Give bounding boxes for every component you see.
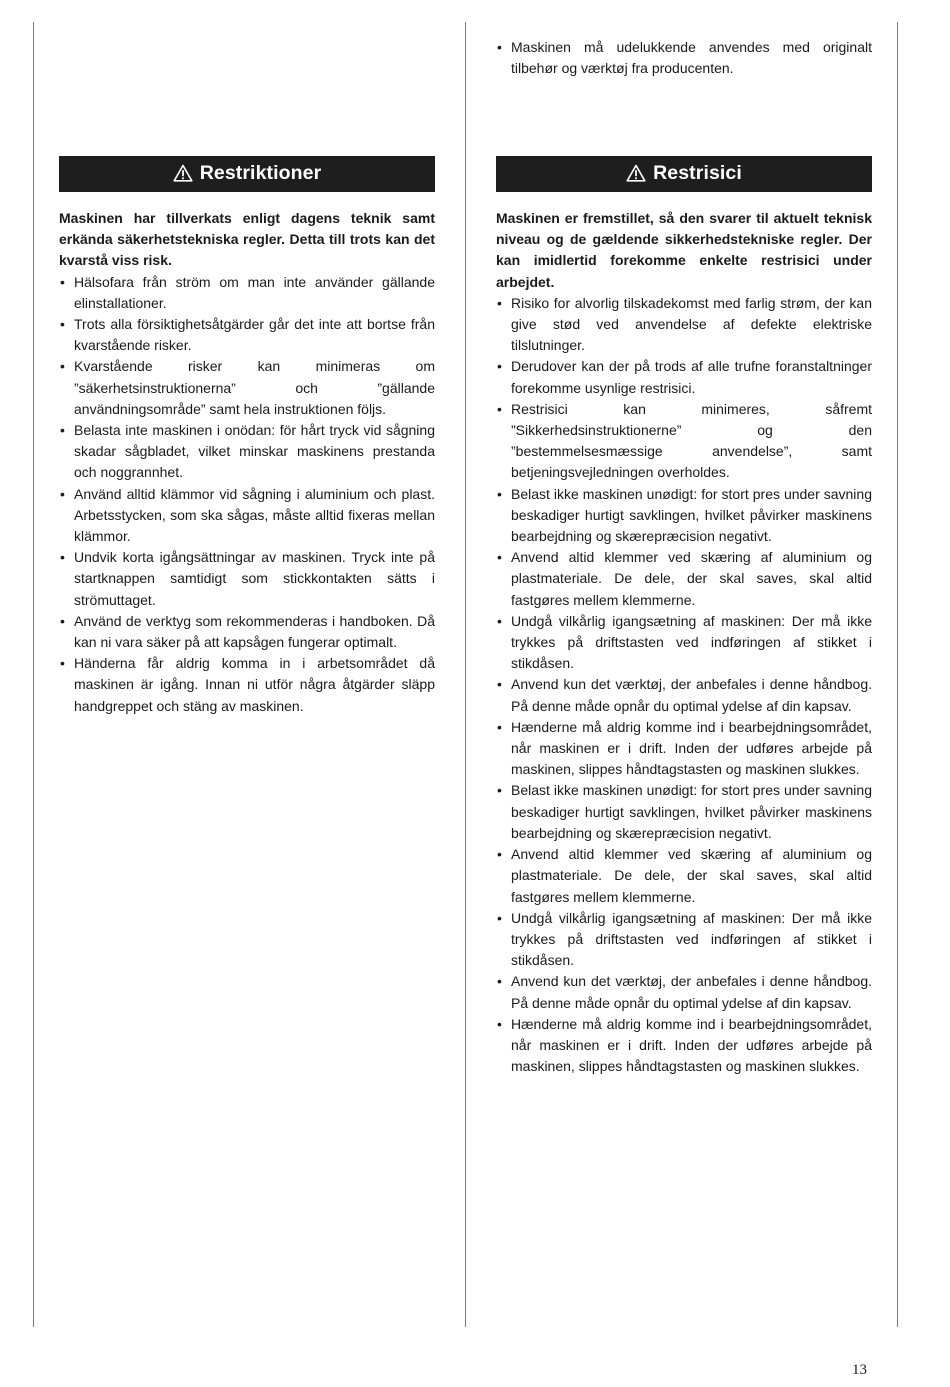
section-intro: Maskinen er fremstillet, så den svarer til aktuelt teknisk niveau og de gældende sikkerhedstekniske regler. Der kan imidlertid forekomme enkelte restrisici under arbejdet.	[496, 210, 872, 290]
section-title: Restrisici	[653, 162, 742, 185]
list-item: • Undvik korta igångsättningar av maskinen. Tryck inte på startknappen samtidigt som stickkontakten sätts i strömuttaget.	[59, 547, 435, 611]
list-item: • Belast ikke maskinen unødigt: for stort pres under savning beskadiger hurtigt savklingen, hvilket påvirker maskinens bearbejdning og skærepræcision negativt.	[496, 484, 872, 548]
list-item: • Använd de verktyg som rekommenderas i handboken. Då kan ni vara säker på att kapsågen fungerar optimalt.	[59, 611, 435, 653]
bullet-list	[59, 272, 435, 717]
list-item: • Anvend kun det værktøj, der anbefales i denne håndbog. På denne måde opnår du optimal ydelse af din kapsav.	[496, 971, 872, 1013]
list-item: • Restrisici kan minimeres, såfremt ”Sikkerhedsinstruktionerne” og den ”bestemmelsesmæssige anvendelse”, samt betjeningsvejledningen overholdes.	[496, 399, 872, 484]
margin-rule-left	[33, 22, 34, 1327]
page-number: 13	[852, 1362, 867, 1378]
section-restrisici	[496, 156, 872, 1077]
warning-triangle-icon	[626, 164, 646, 182]
list-item: • Belasta inte maskinen i onödan: för hårt tryck vid sågning skadar sågbladet, vilket minskar maskinens prestanda och noggrannhet.	[59, 420, 435, 484]
list-item: • Anvend altid klemmer ved skæring af aluminium og plastmateriale. De dele, der skal saves, skal altid fastgøres mellem klemmerne.	[496, 844, 872, 908]
list-item: • Risiko for alvorlig tilskadekomst med farlig strøm, der kan give stød ved anvendelse af defekte elektriske tilslutninger.	[496, 293, 872, 357]
top-right-bullet-list	[496, 37, 872, 79]
section-title: Restriktioner	[199, 162, 322, 185]
section-header	[496, 156, 872, 192]
list-item: • Hænderne må aldrig komme ind i bearbejdningsområdet, når maskinen er i drift. Inden der udføres arbejde på maskinen, slippes håndtagstasten og maskinen slukkes.	[496, 717, 872, 781]
list-item: • Maskinen må udelukkende anvendes med originalt tilbehør og værktøj fra producenten.	[496, 37, 872, 79]
list-item: • Anvend altid klemmer ved skæring af aluminium og plastmateriale. De dele, der skal saves, skal altid fastgøres mellem klemmerne.	[496, 547, 872, 611]
list-item: • Trots alla försiktighetsåtgärder går det inte att bortse från kvarstående risker.	[59, 314, 435, 356]
list-item: • Undgå vilkårlig igangsætning af maskinen: Der må ikke trykkes på driftstasten ved indføringen af stikket i stikdåsen.	[496, 908, 872, 972]
list-item: • Använd alltid klämmor vid sågning i aluminium och plast. Arbetsstycken, som ska sågas, måste alltid fixeras mellan klämmor.	[59, 484, 435, 548]
list-item: • Hälsofara från ström om man inte använder gällande elinstallationer.	[59, 272, 435, 314]
warning-triangle-icon	[173, 164, 193, 182]
list-item: • Derudover kan der på trods af alle trufne foranstaltninger forekomme usynlige restrisici.	[496, 356, 872, 398]
list-item: • Anvend kun det værktøj, der anbefales i denne håndbog. På denne måde opnår du optimal ydelse af din kapsav.	[496, 674, 872, 716]
list-item: • Hænderne må aldrig komme ind i bearbejdningsområdet, når maskinen er i drift. Inden der udføres arbejde på maskinen, slippes håndtagstasten og maskinen slukkes.	[496, 1014, 872, 1078]
top-right-continuation	[496, 37, 872, 79]
margin-rule-right	[897, 22, 898, 1327]
section-restriktioner	[59, 156, 435, 717]
section-header	[59, 156, 435, 192]
list-item: • Belast ikke maskinen unødigt: for stort pres under savning beskadiger hurtigt savklingen, hvilket påvirker maskinens bearbejdning og skærepræcision negativt.	[496, 780, 872, 844]
list-item: • Kvarstående risker kan minimeras om ”säkerhetsinstruktionerna” och ”gällande användningsområde” samt hela instruktionen följs.	[59, 356, 435, 420]
list-item: • Undgå vilkårlig igangsætning af maskinen: Der må ikke trykkes på driftstasten ved indføringen af stikket i stikdåsen.	[496, 611, 872, 675]
margin-rule-center	[465, 22, 466, 1327]
section-intro: Maskinen har tillverkats enligt dagens teknik samt erkända säkerhetstekniska regler. Detta till trots kan det kvarstå viss risk.	[59, 210, 435, 269]
list-item: • Händerna får aldrig komma in i arbetsområdet då maskinen är igång. Innan ni utför några åtgärder släpp handgreppet och stäng av maskinen.	[59, 653, 435, 717]
bullet-list	[496, 293, 872, 1078]
